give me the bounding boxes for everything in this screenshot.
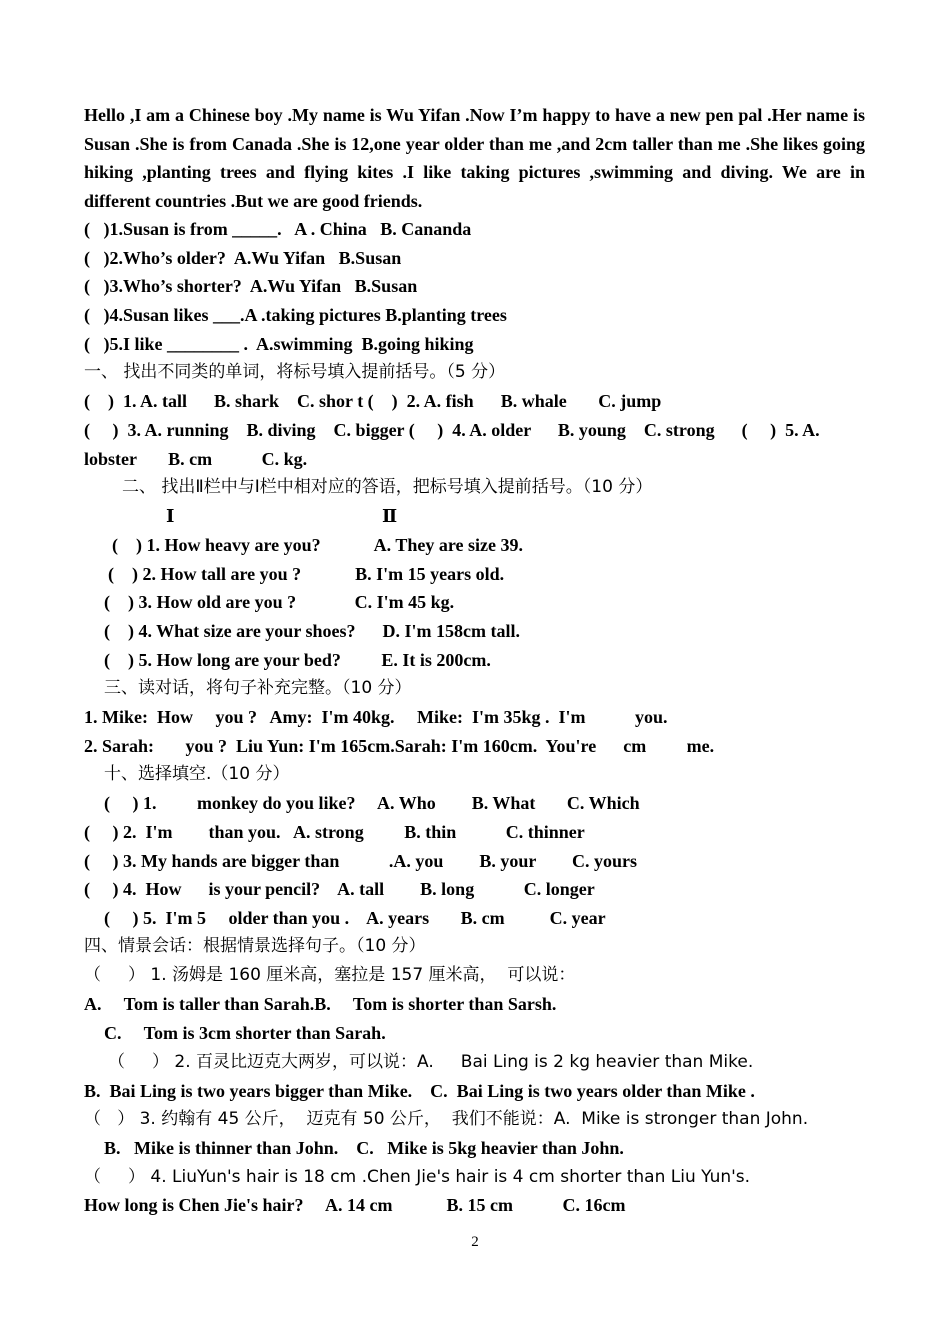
section10-line: ( ) 2. I'm than you. A. strong B. thin C. thinner	[84, 822, 585, 842]
reading-passage: Hello ,I am a Chinese boy .My name is Wu Yifan .Now I’m happy to have a new pen pal .Her name is Susan .She is from Canada .She is 12,one year older than me ,and 2cm taller than me .She likes going hiking ,planting trees and flying kites .I like taking pictures ,swimming and diving. We are in different countries .But we are good friends.	[84, 105, 865, 212]
section4-question: （ ） 1. 汤姆是 160 厘米高，塞拉是 157 厘米高， 可以说：	[84, 965, 576, 985]
section3-line: 1. Mike: How you ? Amy: I'm 40kg. Mike: I'm 35kg . I'm you.	[84, 707, 668, 727]
section4-question: （ ） 2. 百灵比迈克大两岁，可以说：A. Bai Ling is 2 kg heavier than Mike.	[108, 1052, 754, 1072]
section1-line: ( ) 1. A. tall B. shark C. shor t ( ) 2. A. fish B. whale C. jump	[84, 391, 662, 411]
reading-question: ( )1.Susan is from _____. A . China B. Cananda	[84, 219, 472, 239]
section2-row: ( ) 1. How heavy are you? A. They are size 39.	[112, 535, 523, 555]
section4-options: B. Mike is thinner than John. C. Mike is 5kg heavier than John.	[104, 1138, 624, 1158]
section10-line: ( ) 4. How is your pencil? A. tall B. long C. longer	[84, 879, 595, 899]
section4-options: How long is Chen Jie's hair? A. 14 cm B. 15 cm C. 16cm	[84, 1195, 626, 1215]
section10-title: 十、选择填空.（10 分）	[104, 764, 290, 784]
section3-line: 2. Sarah: you ? Liu Yun: I'm 165cm.Sarah: I'm 160cm. You're cm me.	[84, 736, 715, 756]
section2-row: ( ) 4. What size are your shoes? D. I'm 158cm tall.	[104, 621, 520, 641]
reading-question: ( )2.Who’s older? A.Wu Yifan B.Susan	[84, 248, 402, 268]
section2-row: ( ) 5. How long are your bed? E. It is 200cm.	[104, 650, 491, 670]
section10-line: ( ) 5. I'm 5 older than you . A. years B. cm C. year	[104, 908, 606, 928]
section2-col1-header: Ⅰ	[166, 506, 175, 526]
reading-question: ( )5.I like ________ . A.swimming B.going hiking	[84, 334, 474, 354]
section10-line: ( ) 3. My hands are bigger than .A. you B. your C. yours	[84, 851, 638, 871]
section10-line: ( ) 1. monkey do you like? A. Who B. What C. Which	[104, 793, 640, 813]
section3-title: 三、读对话，将句子补充完整。（10 分）	[104, 678, 412, 698]
section1-line: ( ) 3. A. running B. diving C. bigger ( ) 4. A. older B. young C. strong ( ) 5. A.	[84, 420, 820, 440]
reading-question: ( )3.Who’s shorter? A.Wu Yifan B.Susan	[84, 276, 418, 296]
section4-question: （ ） 3. 约翰有 45 公斤， 迈克有 50 公斤， 我们不能说：A. Mike is stronger than John.	[84, 1109, 809, 1129]
section2-col2-header: Ⅱ	[382, 506, 398, 526]
page-number: 2	[471, 1234, 479, 1250]
section4-options: B. Bai Ling is two years bigger than Mike. C. Bai Ling is two years older than Mike .	[84, 1081, 755, 1101]
section2-row: ( ) 3. How old are you ? C. I'm 45 kg.	[104, 592, 455, 612]
section4-question: （ ） 4. LiuYun's hair is 18 cm .Chen Jie's hair is 4 cm shorter than Liu Yun's.	[84, 1167, 751, 1187]
section2-row: ( ) 2. How tall are you ? B. I'm 15 years old.	[108, 564, 505, 584]
section2-title: 二、 找出Ⅱ栏中与Ⅰ栏中相对应的答语，把标号填入提前括号。（10 分）	[122, 477, 653, 497]
section4-options: A. Tom is taller than Sarah.B. Tom is shorter than Sarsh.	[84, 994, 557, 1014]
section4-title: 四、情景会话：根据情景选择句子。（10 分）	[84, 936, 426, 956]
section4-options: C. Tom is 3cm shorter than Sarah.	[104, 1023, 386, 1043]
section1-line: lobster B. cm C. kg.	[84, 449, 308, 469]
section1-title: 一、 找出不同类的单词，将标号填入提前括号。（5 分）	[84, 362, 506, 382]
reading-question: ( )4.Susan likes ___.A .taking pictures B.planting trees	[84, 305, 507, 325]
